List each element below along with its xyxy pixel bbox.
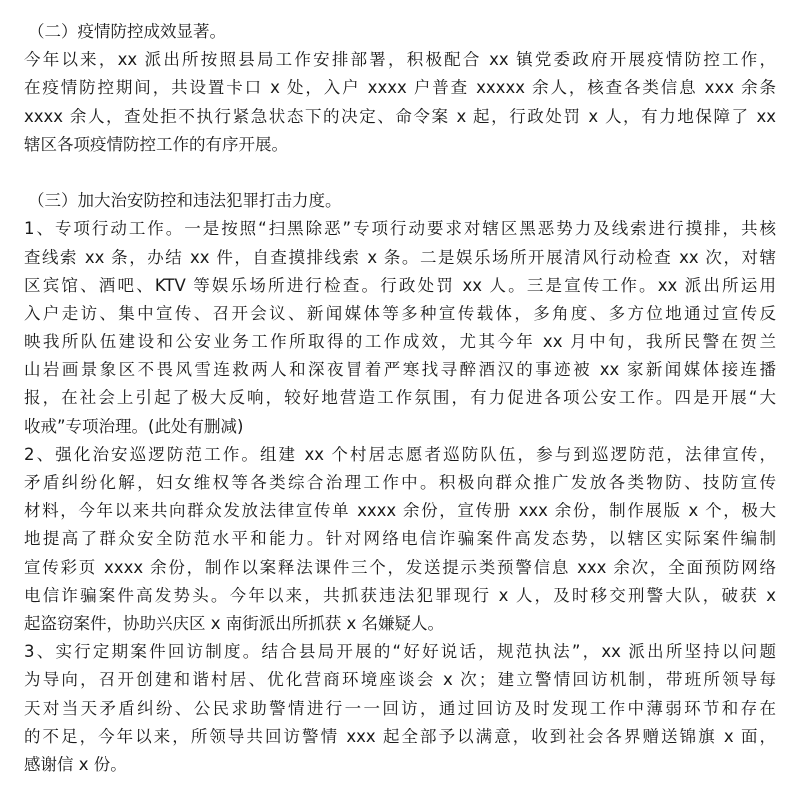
paragraph-line: 矛盾纠纷化解，妇女维权等各类综合治理工作中。积极向群众推广发放各类物防、技防宣传 [24,473,776,492]
paragraph-line: 区宾馆、酒吧、KTV 等娱乐场所进行检查。行政处罚 xx 人。三是宣传工作。xx 派出所运用 [24,275,776,295]
paragraph-line: 报，在社会上引起了极大反响，较好地营造工作氛围，有力促进各项公安工作。四是开展“大 [24,388,776,408]
paragraph-line: 今年以来，xx 派出所按照县局工作安排部署，积极配合 xx 镇党委政府开展疫情防控工作， [24,50,776,70]
paragraph-line: 的不足，今年以来，所领导共回访警情 xxx 起全部予以满意，收到社会各界赠送锦旗 x 面， [24,726,776,746]
section-2-paragraph [24,46,776,159]
paragraph-line: 宣传彩页 xxxx 余份，制作以案释法课件三个，发送提示类预警信息 xxx 余次，全面预防网络 [24,557,776,577]
paragraph-line: 3、实行定期案件回访制度。结合县局开展的“好好说话，规范执法”，xx 派出所坚持以问题 [24,642,776,662]
section-3-heading: （三）加大治安防控和违法犯罪打击力度。 [28,191,342,211]
paragraph-line: 在疫情防控期间，共设置卡口 x 处，入户 xxxx 户普查 xxxxx 余人，核查各类信息 xxx 余条 [24,78,776,98]
section-2-heading: （二）疫情防控成效显著。 [28,22,226,41]
document-body [24,18,776,779]
paragraph-line: 感谢信 x 份。 [24,754,127,774]
paragraph-line: xxxx 余人，查处拒不执行紧急状态下的决定、命令案 x 起，行政处罚 x 人，有力地保障了 xx [24,106,776,126]
item-1-special-operations [24,215,776,441]
paragraph-line: 为导向，召开创建和谐村居、优化营商环境座谈会 x 次；建立警情回访机制，带班所领导每 [24,670,776,690]
paragraph-line: 2、强化治安巡逻防范工作。组建 xx 个村居志愿者巡防队伍，参与到巡逻防范，法律宣传， [24,444,776,464]
item-2-patrol-prevention [24,441,776,638]
paragraph-line: 起盗窃案件，协助兴庆区 x 南街派出所抓获 x 名嫌疑人。 [24,613,445,633]
paragraph-line: 入户走访、集中宣传、召开会议、新闻媒体等多种宣传载体，多角度、多方位地通过宣传反 [24,303,776,323]
paragraph-line: 映我所队伍建设和公安业务工作所取得的工作成效，尤其今年 xx 月中旬，我所民警在贺兰 [24,332,776,352]
paragraph-line: 1、专项行动工作。一是按照“扫黑除恶”专项行动要求对辖区黑恶势力及线索进行摸排，共核 [24,219,776,239]
paragraph-line: 辖区各项疫情防控工作的有序开展。 [24,134,288,154]
item-3-case-follow-up [24,638,776,779]
paragraph-line: 材料，今年以来共向群众发放法律宣传单 xxxx 余份，宣传册 xxx 余份，制作展版 x 个，极大 [24,501,776,521]
paragraph-line: 天对当天矛盾纠纷、公民求助警情进行一一回访，通过回访及时发现工作中薄弱环节和存在 [24,698,776,718]
paragraph-line: 查线索 xx 条，办结 xx 件，自查摸排线索 x 条。二是娱乐场所开展清风行动检查 xx 次，对辖 [24,247,776,267]
paragraph-line: 山岩画景象区不畏风雪连救两人和深夜冒着严寒找寻醉酒汉的事迹被 xx 家新闻媒体接连播 [24,360,776,380]
paragraph-line: 电信诈骗案件高发势头。今年以来，共抓获违法犯罪现行 x 人，及时移交刑警大队，破获 x [24,585,776,605]
paragraph-line: 地提高了群众安全防范水平和能力。针对网络电信诈骗案件高发态势，以辖区实际案件编制 [24,529,776,549]
paragraph-line: 收戒”专项治理。(此处有删减) [24,416,244,436]
blank-line [24,159,776,187]
